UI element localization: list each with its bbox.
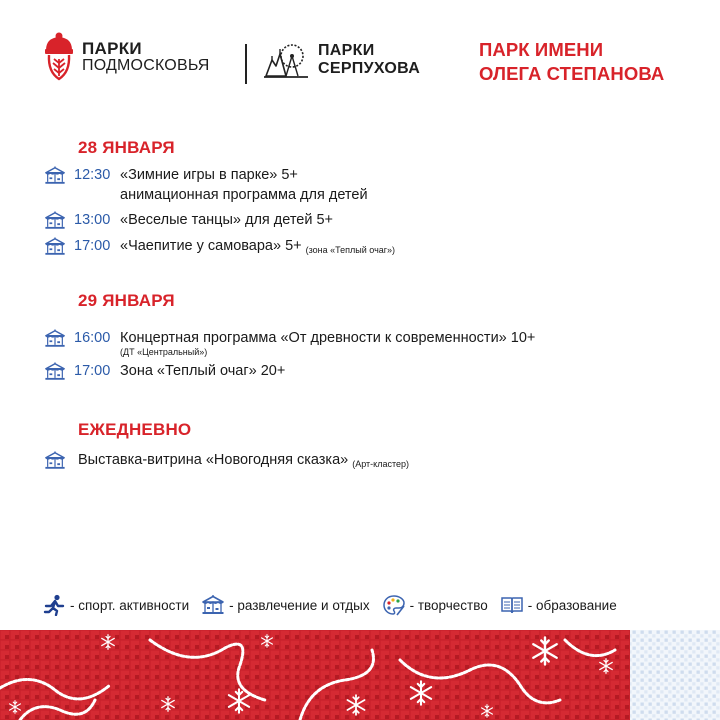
- book-icon: [500, 594, 524, 616]
- logo2-line2: СЕРПУХОВА: [318, 60, 421, 77]
- park-title-line2: ОЛЕГА СТЕПАНОВА: [479, 63, 665, 85]
- carousel-icon: [44, 362, 66, 381]
- event-row: [44, 211, 333, 230]
- event-row: [44, 166, 298, 185]
- event-location-note: (ДТ «Центральный»): [120, 347, 208, 357]
- event-row: [44, 237, 395, 260]
- event-text: Зона «Теплый очаг» 20+: [120, 363, 286, 379]
- palette-icon: [382, 594, 406, 616]
- event-time: 17:00: [74, 238, 111, 254]
- header: [42, 28, 680, 90]
- legend-label: - развлечение и отдых: [229, 597, 370, 613]
- event-location-note: (зона «Теплый очаг»): [305, 245, 396, 255]
- event-row: [44, 451, 409, 474]
- legend-item-sport: [42, 594, 189, 616]
- event-time: 13:00: [74, 212, 111, 228]
- logo2-line1: ПАРКИ: [318, 42, 375, 60]
- ferris-wheel-logo-icon: [262, 40, 310, 80]
- day-title-28-january: 28 ЯНВАРЯ: [78, 138, 175, 157]
- event-text: «Зимние игры в парке» 5+: [120, 167, 298, 183]
- park-title: [479, 38, 664, 86]
- leaf-hat-logo-icon: [42, 32, 76, 82]
- event-row: [44, 362, 285, 381]
- carousel-icon: [44, 166, 66, 185]
- carousel-icon: [44, 237, 66, 256]
- logo-divider: [245, 44, 247, 84]
- legend-item-education: [500, 594, 617, 616]
- carousel-icon: [44, 329, 66, 348]
- legend-item-creativity: [382, 594, 488, 616]
- event-subtitle: анимационная программа для детей: [120, 187, 368, 203]
- legend-label: - творчество: [409, 597, 488, 613]
- event-time: 16:00: [74, 330, 111, 346]
- winter-mosaic-decoration: [0, 630, 720, 720]
- logo1-line2: ПОДМОСКОВЬЯ: [82, 56, 210, 74]
- event-text: Выставка-витрина «Новогодняя сказка»: [78, 452, 349, 468]
- legend: [42, 594, 680, 616]
- legend-label: - спорт. активности: [70, 597, 190, 613]
- event-text: Концертная программа «От древности к современности» 10+: [120, 330, 536, 346]
- parks-serpukhova-logo[interactable]: [262, 40, 420, 80]
- event-time: 12:30: [74, 167, 111, 183]
- legend-label: - образование: [527, 597, 617, 613]
- event-text: «Веселые танцы» для детей 5+: [120, 212, 334, 228]
- event-location-note: (Арт-кластер): [352, 459, 409, 469]
- logo1-line1: ПАРКИ: [82, 38, 142, 58]
- carousel-icon: [201, 594, 225, 616]
- event-text: «Чаепитие у самовара» 5+: [120, 238, 302, 254]
- day-title-daily: ЕЖЕДНЕВНО: [78, 420, 192, 439]
- legend-item-entertainment: [201, 594, 369, 616]
- parks-podmoskovya-logo[interactable]: [42, 32, 210, 82]
- event-time: 17:00: [74, 363, 111, 379]
- carousel-icon: [44, 211, 66, 230]
- park-title-line1: ПАРК ИМЕНИ: [479, 39, 604, 60]
- running-person-icon: [42, 594, 66, 616]
- carousel-icon: [44, 451, 66, 470]
- event-row: [44, 329, 535, 348]
- day-title-29-january: 29 ЯНВАРЯ: [78, 291, 175, 310]
